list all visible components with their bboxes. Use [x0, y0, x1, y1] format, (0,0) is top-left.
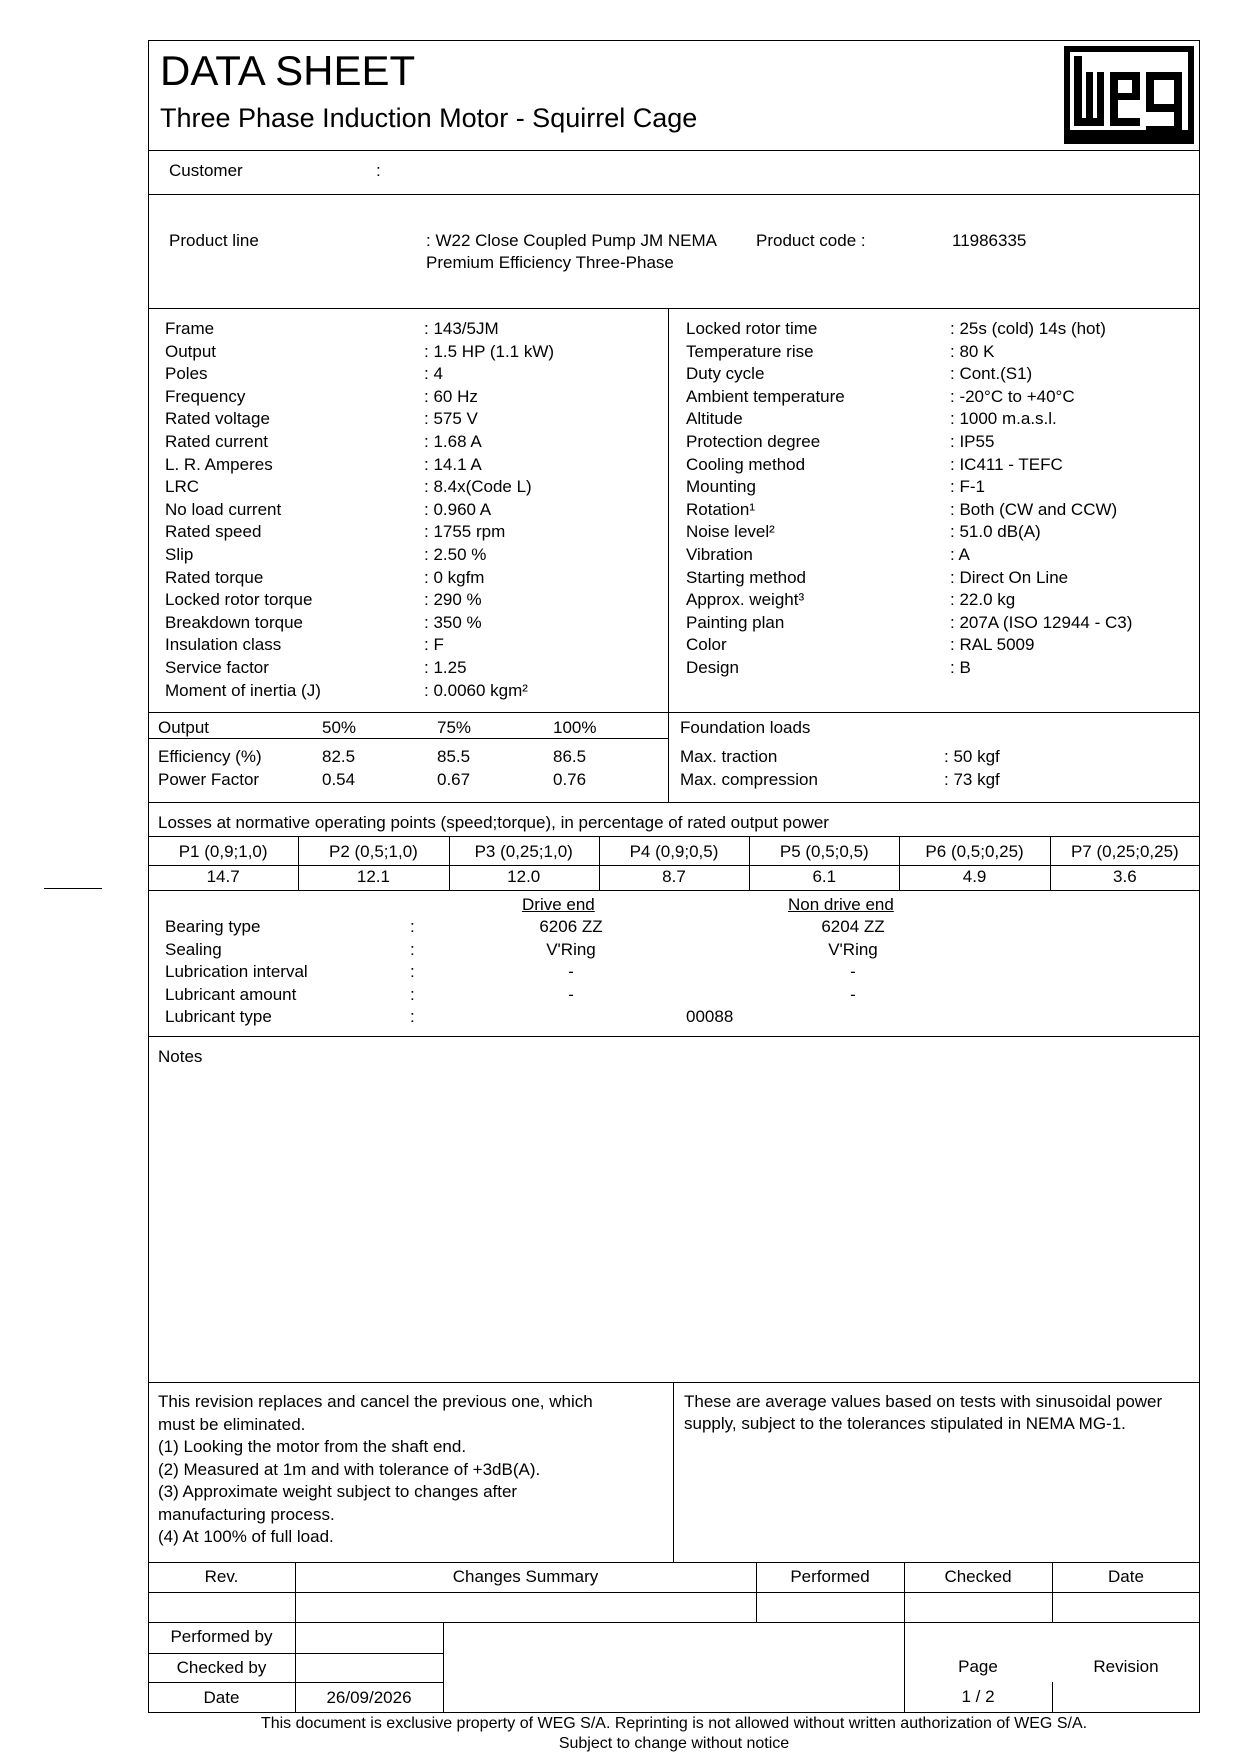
- foundation-value: : 50 kgf: [944, 747, 1000, 766]
- spec-label: Locked rotor torque: [165, 590, 313, 610]
- bearing-row-sep: :: [410, 962, 415, 981]
- page-subtitle: Three Phase Induction Motor - Squirrel Cage: [160, 103, 698, 133]
- spec-value: : 0.960 A: [424, 499, 492, 519]
- foundation-label: Max. compression: [680, 770, 818, 789]
- spec-value: : B: [950, 658, 971, 677]
- loss-value: 8.7: [662, 867, 686, 886]
- loss-value: 12.0: [507, 867, 541, 886]
- bearing-row-label: Sealing: [165, 939, 222, 959]
- spec-label: Service factor: [165, 658, 269, 677]
- customer-label: Customer: [169, 161, 243, 180]
- spec-value: : 207A (ISO 12944 - C3): [950, 612, 1133, 632]
- performance-cell: Efficiency (%): [158, 747, 262, 766]
- footnote-line: manufacturing process.: [158, 1504, 335, 1524]
- spec-value: : 143/5JM: [424, 319, 499, 338]
- bearing-row-sep: :: [410, 917, 415, 936]
- performance-header-cell: Output: [158, 718, 210, 737]
- spec-value: : A: [950, 545, 970, 564]
- spec-value: : 25s (cold) 14s (hot): [950, 319, 1106, 338]
- page-value: 1 / 2: [961, 1687, 995, 1706]
- spec-label: Moment of inertia (J): [165, 680, 321, 700]
- spec-value: : 8.4x(Code L): [424, 477, 532, 497]
- product-code-value: 11986335: [952, 231, 1027, 250]
- spec-label: Locked rotor time: [686, 319, 818, 338]
- spec-value: : 575 V: [424, 409, 478, 429]
- spec-value: : Cont.(S1): [950, 364, 1033, 384]
- spec-value: : 60 Hz: [424, 386, 478, 406]
- bearing-non-drive-end-value: -: [850, 962, 856, 981]
- product-line-value: : W22 Close Coupled Pump JM NEMA Premium Efficiency Three-Phase: [426, 231, 717, 272]
- loss-value: 6.1: [812, 867, 837, 886]
- page-label: Page: [958, 1657, 998, 1676]
- spec-value: : IP55: [950, 432, 995, 451]
- loss-point-header: P6 (0,5;0,25): [925, 842, 1024, 861]
- loss-value: 14.7: [206, 867, 240, 886]
- spec-label: Duty cycle: [686, 364, 765, 384]
- spec-label: Starting method: [686, 567, 807, 587]
- spec-value: : 1.5 HP (1.1 kW): [424, 341, 555, 361]
- drive-end-header: Drive end: [522, 895, 595, 914]
- spec-label: Slip: [165, 545, 194, 564]
- spec-value: : IC411 - TEFC: [950, 454, 1063, 474]
- spec-label: Approx. weight³: [686, 590, 805, 610]
- footnote-line: (3) Approximate weight subject to changes after: [158, 1482, 518, 1501]
- signoff-date-label: Date: [203, 1688, 240, 1707]
- spec-label: Painting plan: [686, 612, 785, 632]
- spec-value: : Both (CW and CCW): [950, 499, 1118, 519]
- bearing-row-sep: :: [410, 984, 415, 1004]
- weg-logo: [1064, 46, 1194, 144]
- footnote-line: This revision replaces and cancel the previous one, which: [158, 1392, 593, 1411]
- loss-value: 12.1: [356, 867, 390, 886]
- spec-label: Rotation¹: [686, 499, 755, 519]
- footer-disclaimer: This document is exclusive property of WEG S/A. Reprinting is not allowed without written authorization of WEG S/A.: [260, 1715, 1088, 1732]
- spec-label: Design: [686, 658, 739, 677]
- spec-value: : F-1: [950, 477, 985, 497]
- spec-label: Rated speed: [165, 522, 262, 542]
- performance-cell: 85.5: [437, 747, 471, 766]
- spec-value: : -20°C to +40°C: [950, 386, 1075, 406]
- product-line-label: Product line: [169, 231, 259, 250]
- revision-table-header: Date: [1108, 1567, 1144, 1586]
- footnotes-right: These are average values based on tests with sinusoidal power supply, subject to the tolerances stipulated in NEMA MG-1.: [684, 1392, 1163, 1433]
- revision-label: Revision: [1093, 1657, 1159, 1676]
- spec-label: Cooling method: [686, 454, 806, 474]
- footnote-line: (2) Measured at 1m and with tolerance of +3dB(A).: [158, 1459, 541, 1479]
- revision-table-header: Changes Summary: [452, 1567, 599, 1586]
- spec-label: Mounting: [686, 477, 756, 497]
- performance-cell: Power Factor: [158, 770, 260, 789]
- foundation-label: Max. traction: [680, 747, 778, 766]
- spec-value: : 290 %: [424, 590, 482, 610]
- signoff-date-value: 26/09/2026: [326, 1688, 412, 1707]
- loss-point-header: P1 (0,9;1,0): [178, 842, 268, 861]
- spec-value: : 0 kgfm: [424, 567, 485, 587]
- spec-value: : 14.1 A: [424, 454, 482, 474]
- notes-label: Notes: [158, 1047, 203, 1066]
- revision-table-header: Performed: [790, 1567, 870, 1586]
- spec-value: : 4: [424, 364, 443, 384]
- bearing-row-sep: :: [410, 939, 415, 959]
- spec-value: : Direct On Line: [950, 567, 1069, 587]
- spec-label: Insulation class: [165, 635, 282, 655]
- spec-label: L. R. Amperes: [165, 454, 273, 474]
- performance-header-cell: 100%: [553, 718, 597, 737]
- performed-by-label: Performed by: [170, 1627, 273, 1646]
- spec-label: Ambient temperature: [686, 386, 845, 406]
- spec-value: : 51.0 dB(A): [950, 522, 1041, 542]
- spec-value: : 22.0 kg: [950, 590, 1016, 610]
- checked-by-label: Checked by: [176, 1658, 267, 1677]
- revision-table-header: Checked: [944, 1567, 1012, 1586]
- loss-point-header: P5 (0,5;0,5): [779, 842, 869, 861]
- loss-point-header: P3 (0,25;1,0): [474, 842, 573, 861]
- spec-label: Frame: [165, 319, 215, 338]
- bearing-row-label: Bearing type: [165, 917, 261, 936]
- spec-label: Altitude: [686, 409, 743, 429]
- spec-value: : 1.25: [424, 658, 467, 677]
- spec-label: Rated current: [165, 432, 268, 451]
- spec-label: No load current: [165, 499, 282, 519]
- spec-value: : 1000 m.a.s.l.: [950, 409, 1057, 429]
- spec-value: : 80 K: [950, 341, 995, 361]
- spec-label: Poles: [165, 364, 208, 384]
- spec-label: Color: [686, 635, 727, 655]
- spec-value: : 0.0060 kgm²: [424, 680, 528, 700]
- loss-value: 4.9: [962, 867, 987, 886]
- performance-cell: 0.54: [322, 770, 356, 789]
- lubricant-type-value: 00088: [686, 1007, 734, 1026]
- bearing-non-drive-end-value: -: [850, 984, 856, 1004]
- performance-cell: 86.5: [553, 747, 587, 766]
- spec-label: Protection degree: [686, 432, 821, 451]
- loss-point-header: P7 (0,25;0,25): [1070, 842, 1179, 861]
- bearing-drive-end-value: 6206 ZZ: [539, 917, 603, 936]
- spec-value: : F: [424, 635, 444, 655]
- spec-value: : 1755 rpm: [424, 522, 506, 542]
- losses-title: Losses at normative operating points (speed;torque), in percentage of rated output power: [158, 813, 829, 832]
- spec-label: Breakdown torque: [165, 612, 303, 632]
- spec-label: Frequency: [165, 386, 246, 406]
- spec-label: Temperature rise: [686, 341, 814, 361]
- spec-value: : 2.50 %: [424, 545, 487, 564]
- spec-label: LRC: [165, 477, 200, 497]
- loss-point-header: P2 (0,5;1,0): [329, 842, 418, 861]
- loss-value: 3.6: [1113, 867, 1137, 886]
- footnote-line: must be eliminated.: [158, 1414, 306, 1434]
- bearing-non-drive-end-value: 6204 ZZ: [821, 917, 885, 936]
- bearing-row-label: Lubricant amount: [165, 984, 297, 1004]
- bearing-drive-end-value: -: [568, 984, 574, 1004]
- lubricant-type-sep: :: [410, 1007, 415, 1026]
- lubricant-type-label: Lubricant type: [165, 1007, 272, 1026]
- footnote-line: (1) Looking the motor from the shaft end.: [158, 1437, 467, 1456]
- performance-cell: 0.76: [553, 770, 587, 789]
- page-title: DATA SHEET: [160, 47, 416, 94]
- performance-header-cell: 75%: [437, 718, 472, 737]
- spec-value: : RAL 5009: [950, 635, 1035, 655]
- spec-label: Output: [165, 341, 217, 361]
- spec-value: : 350 %: [424, 612, 482, 632]
- footnote-line: (4) At 100% of full load.: [158, 1527, 334, 1546]
- margin-mark: [44, 888, 102, 889]
- bearing-row-label: Lubrication interval: [165, 962, 308, 981]
- spec-label: Rated voltage: [165, 409, 270, 429]
- footer-notice: Subject to change without notice: [558, 1735, 790, 1752]
- spec-label: Noise level²: [686, 522, 775, 542]
- bearing-drive-end-value: -: [568, 962, 574, 981]
- spec-value: : 1.68 A: [424, 432, 482, 451]
- product-code-label: Product code :: [756, 231, 866, 250]
- customer-sep: :: [376, 161, 381, 180]
- spec-label: Rated torque: [165, 567, 264, 587]
- loss-point-header: P4 (0,9;0,5): [629, 842, 719, 861]
- foundation-value: : 73 kgf: [944, 770, 1000, 789]
- non-drive-end-header: Non drive end: [788, 895, 894, 914]
- revision-table-header: Rev.: [204, 1567, 239, 1586]
- performance-header-cell: 50%: [322, 718, 357, 737]
- bearing-drive-end-value: V'Ring: [546, 939, 596, 959]
- performance-cell: 0.67: [437, 770, 471, 789]
- spec-label: Vibration: [686, 545, 753, 564]
- performance-cell: 82.5: [322, 747, 356, 766]
- foundation-title: Foundation loads: [680, 718, 811, 737]
- bearing-non-drive-end-value: V'Ring: [828, 939, 878, 959]
